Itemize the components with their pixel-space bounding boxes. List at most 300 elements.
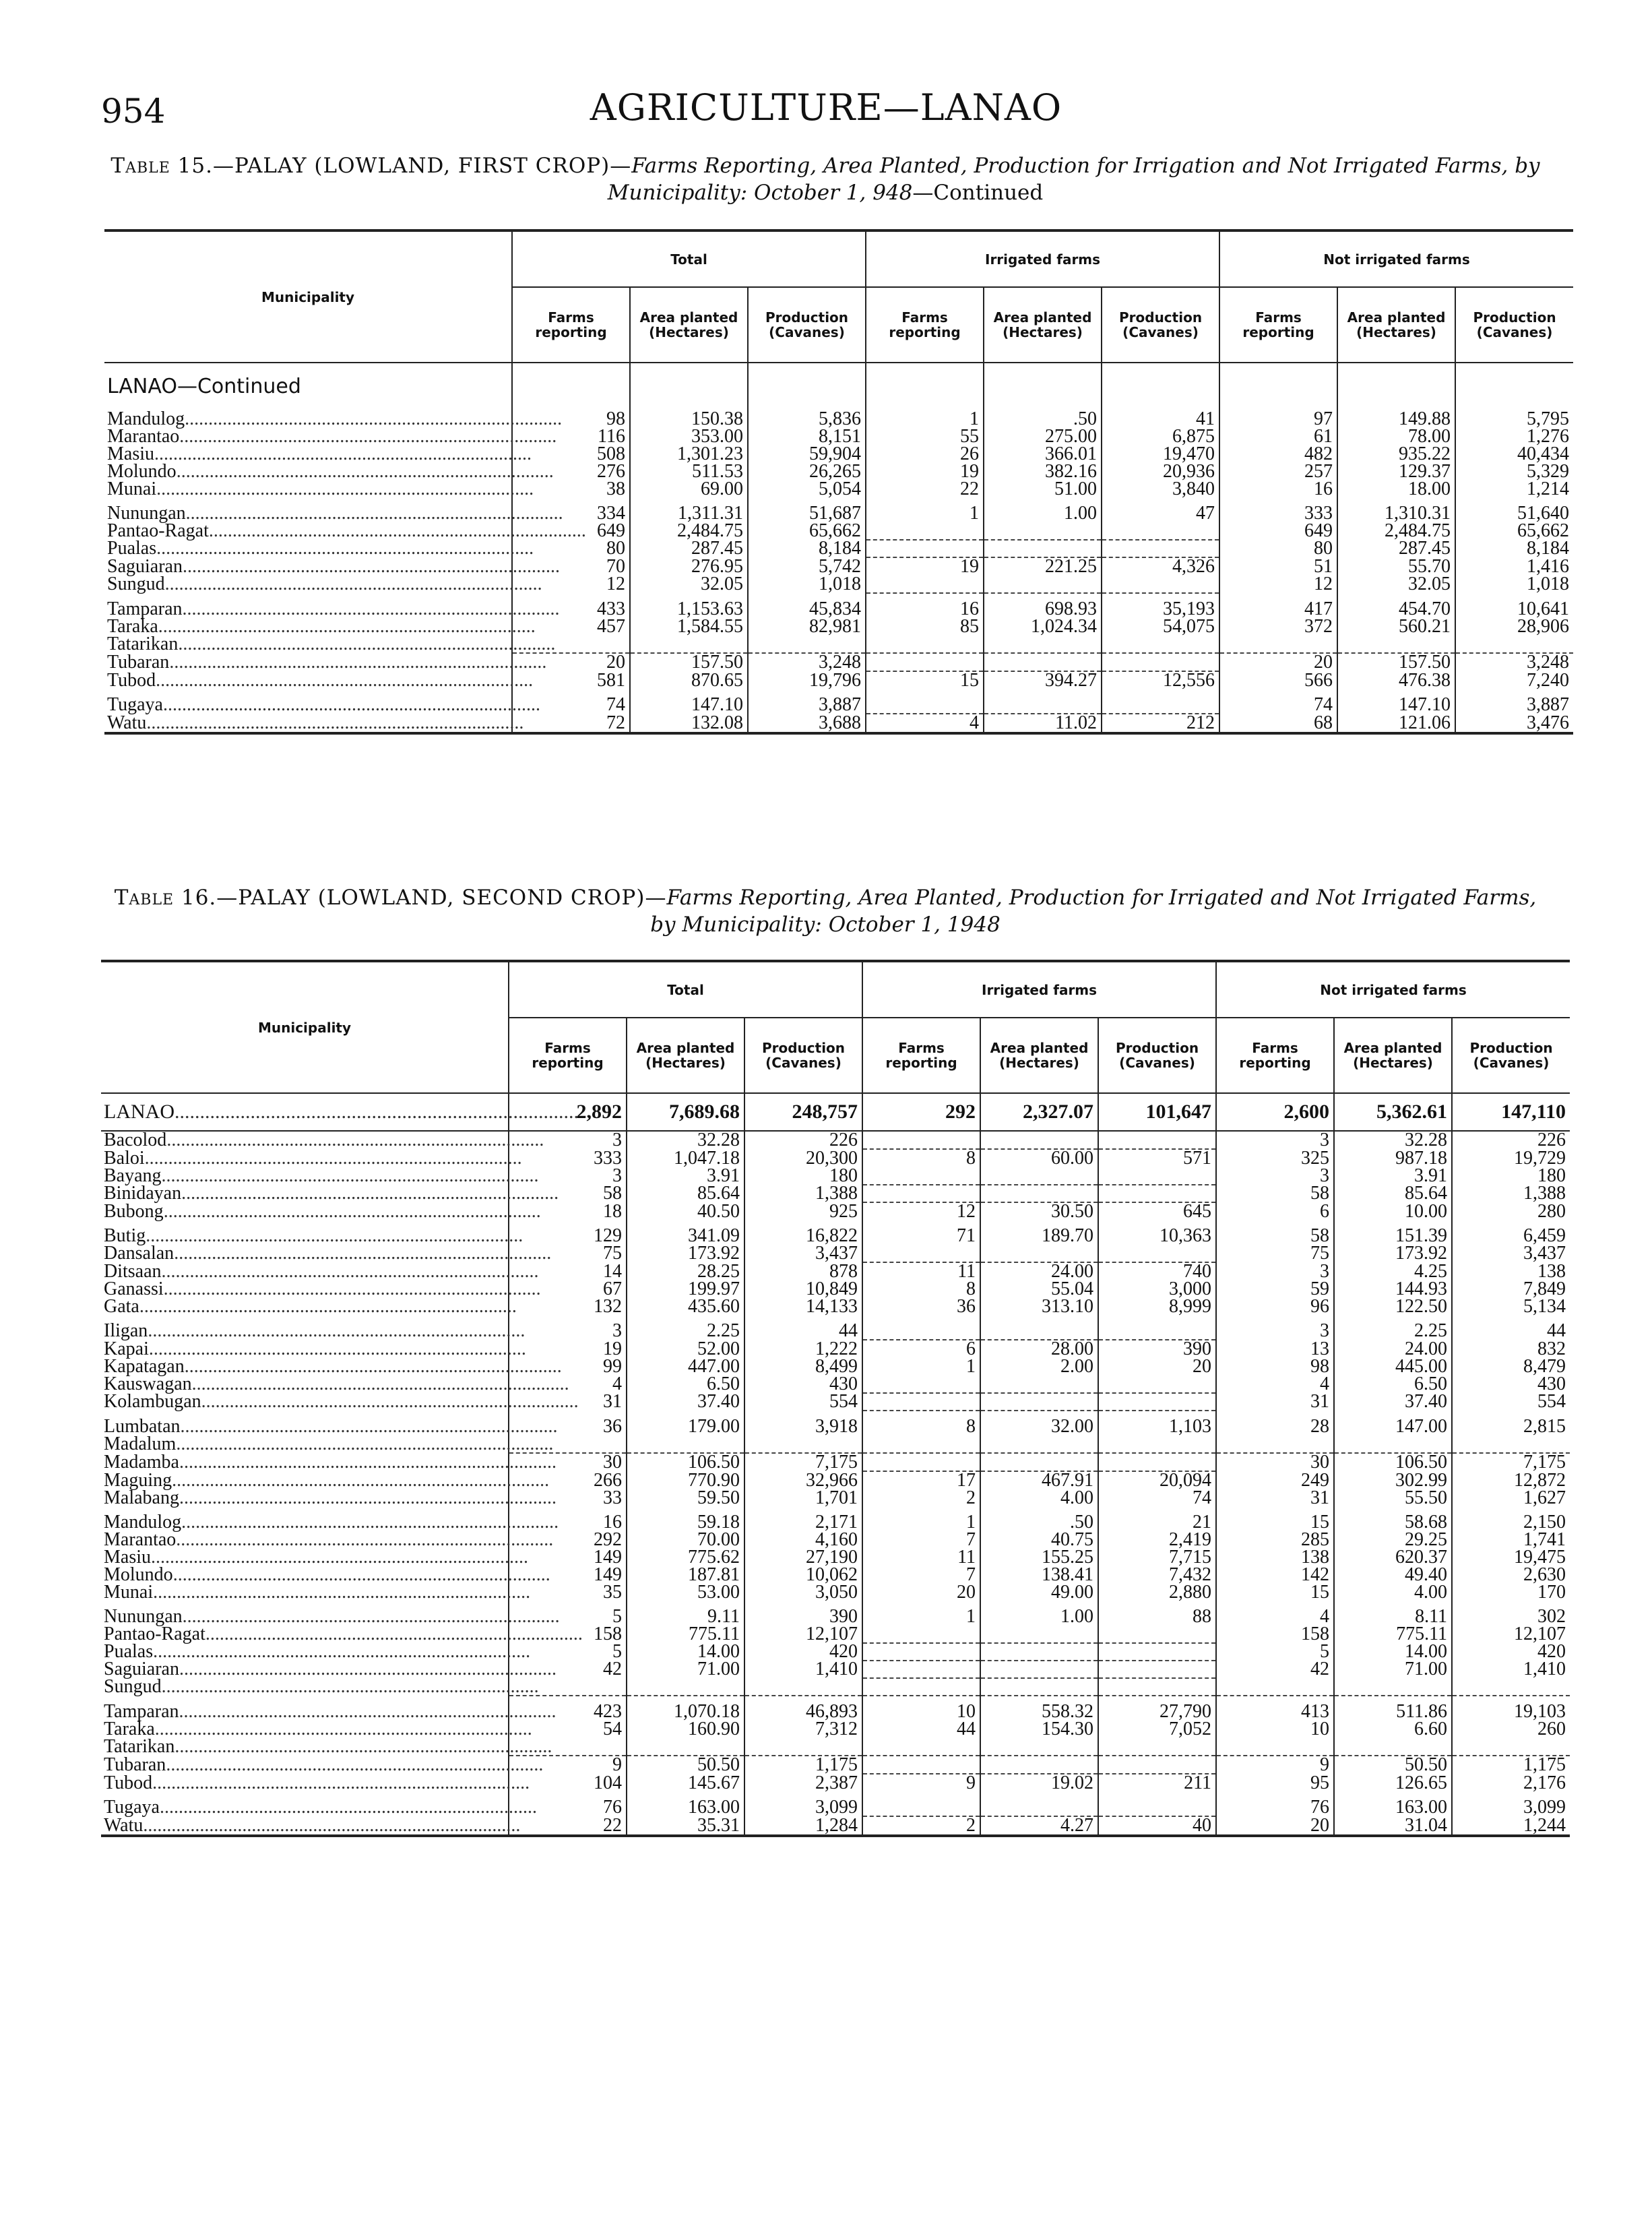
not-irrigated-production-cell: 7,175 [1452,1453,1570,1471]
irrigated-production-cell [1098,1453,1216,1471]
not-irrigated-area-planted-cell: 126.65 [1334,1774,1452,1792]
not-irrigated-area-planted-cell: 71.00 [1334,1661,1452,1678]
irrigated-area-planted-cell [980,1756,1098,1774]
irrigated-area-planted-cell [980,1167,1098,1185]
not-irrigated-farms-reporting-cell: 3 [1216,1262,1334,1280]
irrigated-farms-reporting-cell [866,540,984,557]
total-area-planted-cell: 1,584.55 [630,618,748,636]
municipality-cell: Butig................................................................................ [104,1225,523,1246]
total-farms-reporting-cell: 54 [509,1721,627,1738]
not-irrigated-farms-reporting-cell: 285 [1216,1531,1334,1549]
irrigated-production-cell [1098,1678,1216,1696]
irrigated-production-cell: 2,880 [1098,1584,1216,1601]
total-area-planted-cell: 1,070.18 [627,1696,744,1721]
total-production-cell: 1,284 [744,1816,862,1836]
total-farms-reporting-cell: 433 [512,593,630,618]
leader-dots: ................................................................................ [181,1512,559,1533]
table-row [101,1696,1570,1721]
total-farms-reporting-cell: 38 [512,481,630,498]
municipality-total: LANAO................................................................................ [101,1093,509,1131]
total-farms-reporting-cell: 14 [509,1262,627,1280]
leader-dots: ................................................................................ [182,598,560,619]
table-row [101,1393,1570,1411]
leader-dots: ................................................................................ [156,478,534,499]
municipality-cell: Tamparan................................................................................ [107,598,560,619]
total-production-cell: 26,265 [748,463,866,481]
irrigated-production-cell: 8,999 [1098,1298,1216,1316]
table-row [101,1202,1570,1221]
total-production-cell: 3,050 [744,1584,862,1601]
irrigated-production-cell [1098,1738,1216,1756]
total-area-planted-cell: 69.00 [630,481,748,498]
total-farms-reporting-cell: 67 [509,1280,627,1298]
irrigated-farms-reporting-cell: 11 [862,1549,980,1566]
municipality-header: Municipality [104,230,512,363]
table-row [101,1507,1570,1531]
not-irrigated-farms-reporting-cell [1216,1738,1334,1756]
total-area-planted-cell: 40.50 [627,1202,744,1221]
total-farms-reporting-cell: 9 [509,1756,627,1774]
total-area-planted-cell: 71.00 [627,1661,744,1678]
table-row [101,1792,1570,1816]
total-production-cell: 3,918 [744,1411,862,1435]
irrigated-area-planted-cell [980,1435,1098,1453]
irrigated-production-cell: 35,193 [1102,593,1219,618]
total-production-cell: 7,175 [744,1453,862,1471]
not-irrigated-production-cell: 420 [1452,1643,1570,1661]
total-farms-reporting-cell: 649 [512,522,630,540]
irrigated-farms-reporting-cell: 44 [862,1721,980,1738]
leader-dots: ................................................................................ [161,1165,539,1186]
irrigated-production-cell [1102,689,1219,714]
total-production-cell: 27,190 [744,1549,862,1566]
irrigated-area-planted-cell: 558.32 [980,1696,1098,1721]
leader-dots: ................................................................................ [201,1391,579,1412]
table-row [104,557,1573,576]
irrigated-area-planted-cell: 1.00 [984,498,1102,522]
municipality-cell: Madamba................................................................................ [104,1451,557,1473]
not-irrigated-area-planted-cell: 122.50 [1334,1298,1452,1316]
table15-caption-italic: Farms Reporting, Area Planted, Production for Irrigation and Not Irrigated Farms, by Municipality: October 1, 948 [607,154,1540,205]
total-farms-reporting-cell: 3 [509,1316,627,1340]
total-area-planted-cell: 1,311.31 [630,498,748,522]
not-irrigated-farms-reporting-cell: 28 [1216,1411,1334,1435]
irrigated-production-cell [1098,1316,1216,1340]
table16-caption [101,884,1550,938]
municipality-cell: Saguiaran................................................................................ [104,1659,557,1679]
not-irrigated-area-planted-cell: 775.11 [1334,1626,1452,1643]
total-production-cell: 10,062 [744,1566,862,1584]
irrigated-area-planted-cell: .50 [980,1507,1098,1531]
irrigated-production-cell: 20 [1098,1358,1216,1376]
not-irrigated-production-cell: 8,479 [1452,1358,1570,1376]
total-area-planted-cell: 6.50 [627,1376,744,1393]
total-production-cell: 420 [744,1643,862,1661]
total-production-cell [748,636,866,653]
table-row [104,689,1573,714]
not-irrigated-production-cell: 7,849 [1452,1280,1570,1298]
not-irrigated-production-cell: 430 [1452,1376,1570,1393]
table-row [104,714,1573,733]
area-planted-header: Area planted (Hectares) [630,287,748,363]
total-farms-reporting-cell: 158 [509,1626,627,1643]
not-irrigated-area-planted-cell: 2,484.75 [1337,522,1455,540]
not-irrigated-area-planted-cell: 4.25 [1334,1262,1452,1280]
irrigated-area-planted-cell [980,1245,1098,1262]
leader-dots: ................................................................................ [179,1487,557,1508]
not-irrigated-farms-reporting-cell: 4 [1216,1376,1334,1393]
not-irrigated-area-planted-cell: 78.00 [1337,428,1455,445]
not-irrigated-production-cell: 170 [1452,1584,1570,1601]
irrigated-area-planted-cell: 19.02 [980,1774,1098,1792]
irrigated-area-planted-cell [980,1678,1098,1696]
irrigated-farms-reporting-cell: 22 [866,481,984,498]
irrigated-area-planted-cell: 138.41 [980,1566,1098,1584]
irrigated-area-planted-cell: 155.25 [980,1549,1098,1566]
municipality-cell: Tatarikan................................................................................ [104,1736,552,1757]
irrigated-area-planted-cell: 40.75 [980,1531,1098,1549]
not-irrigated-production-cell: 5,795 [1455,410,1573,428]
municipality-header: Municipality [101,961,509,1093]
municipality-cell: Lumbatan................................................................................ [104,1415,558,1437]
total-farms-reporting-cell: 333 [509,1149,627,1167]
irrigated-farms-reporting-cell [866,653,984,671]
total-production-cell: 7,312 [744,1721,862,1738]
total-area-planted-cell: 147.10 [630,689,748,714]
not-irrigated-area-planted-cell: 121.06 [1337,714,1455,733]
total-farms-reporting-cell: 3 [509,1167,627,1185]
not-irrigated-production-cell: 554 [1452,1393,1570,1411]
leader-dots: ................................................................................ [154,1719,532,1739]
irrigated-farms-reporting-cell: 19 [866,463,984,481]
leader-dots: ................................................................................ [172,1564,550,1585]
total-farms-reporting-cell: 16 [509,1507,627,1531]
total-area-planted-cell: 70.00 [627,1531,744,1549]
total-production-cell: 878 [744,1262,862,1280]
table-row [101,1738,1570,1756]
leader-dots: ................................................................................ [146,1225,523,1246]
total-production-cell: 1,388 [744,1185,862,1202]
not-irrigated-farms-reporting-cell: 61 [1219,428,1337,445]
not-irrigated-production-cell: 2,630 [1452,1566,1570,1584]
irrigated-area-planted-cell: 4.27 [980,1816,1098,1836]
total-production-cell: 14,133 [744,1298,862,1316]
not-irrigated-farms-reporting-cell: 59 [1216,1280,1334,1298]
leader-dots: ................................................................................ [164,574,542,594]
total-farms-reporting-cell: 19 [509,1340,627,1358]
table-row [101,1149,1570,1167]
total-area-planted-cell: 14.00 [627,1643,744,1661]
irrigated-farms-reporting-cell [862,1643,980,1661]
irrigated-production-cell: 7,715 [1098,1549,1216,1566]
total-area-planted-cell: 132.08 [630,714,748,733]
farms-reporting-header: Farms reporting [866,287,984,363]
irrigated-header: Irrigated farms [862,961,1216,1018]
municipality-cell: Munai................................................................................ [104,1582,531,1603]
not-irrigated-farms-reporting-cell [1216,1678,1334,1696]
irrigated-area-planted-cell: 275.00 [984,428,1102,445]
not-irrigated-farms-reporting-cell: 413 [1216,1696,1334,1721]
total-header: Total [509,961,862,1018]
not-irrigated-production-cell: 1,388 [1452,1185,1570,1202]
total-farms-reporting-cell: 12 [512,576,630,593]
not-irrigated-farms-reporting-cell: 20 [1219,653,1337,671]
not-irrigated-farms-reporting-cell: 4 [1216,1601,1334,1626]
total-production-cell: 51,687 [748,498,866,522]
leader-dots: ................................................................................ [153,1582,531,1603]
table-row [101,1131,1570,1149]
total-area-planted-cell: 435.60 [627,1298,744,1316]
municipality-cell: Watu................................................................................ [104,714,512,733]
leader-dots: ................................................................................ [154,443,532,464]
irrigated-farms-reporting-cell [866,636,984,653]
irrigated-production-cell [1098,1661,1216,1678]
total-farms-reporting-cell: 4 [509,1376,627,1393]
irrigated-area-planted-cell: 366.01 [984,445,1102,463]
municipality-cell: Sungud................................................................................ [107,574,542,594]
not-irrigated-farms-reporting-cell: 257 [1219,463,1337,481]
not-irrigated-farms-reporting-cell: 138 [1216,1549,1334,1566]
irrigated-production-cell [1098,1167,1216,1185]
irrigated-farms-reporting-cell [866,522,984,540]
irrigated-production-cell: 12,556 [1102,671,1219,689]
total-area-planted-cell: 35.31 [627,1816,744,1836]
irrigated-production-cell: 47 [1102,498,1219,522]
irrigated-farms-reporting-cell [862,1167,980,1185]
table-row [101,1774,1570,1792]
not-irrigated-area-planted-cell: 37.40 [1334,1393,1452,1411]
not-irrigated-area-planted-cell: 6.60 [1334,1721,1452,1738]
total-farms-reporting-cell: 129 [509,1221,627,1245]
not-irrigated-farms-reporting-cell: 15 [1216,1584,1334,1601]
irrigated-farms-reporting-cell: 9 [862,1774,980,1792]
not-irrigated-farms-reporting-cell: 30 [1216,1453,1334,1471]
table16 [101,960,1570,1837]
irrigated-production-cell: 4,326 [1102,557,1219,576]
irrigated-farms-reporting-cell [862,1738,980,1756]
total-header: Total [512,230,866,287]
total-farms-reporting-cell: 31 [509,1393,627,1411]
total-farms-reporting-cell: 292 [509,1531,627,1549]
irrigated-farms-reporting-cell: 26 [866,445,984,463]
total-production-cell: 16,822 [744,1221,862,1245]
leader-dots: ................................................................................ [152,1772,530,1793]
leader-dots: ................................................................................ [191,1373,569,1394]
total-farms-reporting-cell: 99 [509,1358,627,1376]
total-production-cell: 5,742 [748,557,866,576]
not-irrigated-farms-reporting-total: 2,600 [1216,1093,1334,1131]
not-irrigated-farms-reporting-cell: 3 [1216,1316,1334,1340]
not-irrigated-production-cell: 302 [1452,1601,1570,1626]
total-production-cell: 1,222 [744,1340,862,1358]
irrigated-production-cell: 20,936 [1102,463,1219,481]
production-header: Production (Cavanes) [1102,287,1219,363]
not-irrigated-farms-reporting-cell: 142 [1216,1566,1334,1584]
total-farms-reporting-cell: 5 [509,1601,627,1626]
not-irrigated-farms-reporting-cell: 158 [1216,1626,1334,1643]
total-area-planted-cell: 341.09 [627,1221,744,1245]
not-irrigated-area-planted-cell: 55.70 [1337,557,1455,576]
table16-caption-lead: Table 16.—PALAY (LOWLAND, SECOND CROP)— [114,886,667,910]
municipality-cell: Tatarikan................................................................................ [107,634,556,654]
not-irrigated-production-cell: 3,476 [1455,714,1573,733]
irrigated-area-planted-cell: 189.70 [980,1221,1098,1245]
total-area-planted-cell [627,1435,744,1453]
municipality-cell: Masiu................................................................................ [107,443,532,464]
total-area-planted-cell: 447.00 [627,1358,744,1376]
irrigated-area-planted-cell: 313.10 [980,1298,1098,1316]
table-row [101,1435,1570,1453]
leader-dots: ................................................................................ [166,1130,544,1150]
total-farms-reporting-cell: 74 [512,689,630,714]
table-row [104,671,1573,689]
leader-dots: ................................................................................ [179,426,557,447]
table-row [101,1756,1570,1774]
not-irrigated-area-planted-cell: 511.86 [1334,1696,1452,1721]
not-irrigated-area-planted-cell: 1,310.31 [1337,498,1455,522]
not-irrigated-area-planted-cell: 29.25 [1334,1531,1452,1549]
not-irrigated-area-planted-total: 5,362.61 [1334,1093,1452,1131]
irrigated-production-cell [1098,1756,1216,1774]
table-row [104,498,1573,522]
leader-dots: ................................................................................ [169,651,547,673]
not-irrigated-farms-reporting-cell: 333 [1219,498,1337,522]
leader-dots: ................................................................................ [148,1320,526,1341]
irrigated-farms-reporting-cell: 85 [866,618,984,636]
not-irrigated-header: Not irrigated farms [1216,961,1570,1018]
total-area-planted-cell: 775.11 [627,1626,744,1643]
total-area-planted-cell: 870.65 [630,671,748,689]
table-row [104,593,1573,618]
irrigated-farms-reporting-cell: 4 [866,714,984,733]
not-irrigated-area-planted-cell: 85.64 [1334,1185,1452,1202]
total-area-planted-cell: 50.50 [627,1756,744,1774]
municipality-cell: Tubaran................................................................................ [107,651,547,673]
not-irrigated-area-planted-cell [1334,1738,1452,1756]
irrigated-production-cell [1098,1792,1216,1816]
irrigated-area-planted-cell: 60.00 [980,1149,1098,1167]
irrigated-area-planted-cell [984,576,1102,593]
total-farms-reporting-cell: 116 [512,428,630,445]
municipality-cell: Tugaya................................................................................ [107,694,540,715]
not-irrigated-production-cell: 226 [1452,1131,1570,1149]
total-production-cell: 3,099 [744,1792,862,1816]
total-production-cell: 3,437 [744,1245,862,1262]
not-irrigated-farms-reporting-cell [1219,636,1337,653]
municipality-cell: Kauswagan................................................................................ [104,1373,569,1394]
irrigated-area-planted-cell: 382.16 [984,463,1102,481]
leader-dots: ................................................................................ [158,616,536,637]
irrigated-farms-reporting-cell [862,1131,980,1149]
not-irrigated-area-planted-cell: 32.05 [1337,576,1455,593]
table16-body [101,1093,1570,1836]
total-area-planted-cell: 276.95 [630,557,748,576]
irrigated-production-cell: 19,470 [1102,445,1219,463]
total-production-cell: 2,171 [744,1507,862,1531]
irrigated-production-cell [1098,1131,1216,1149]
leader-dots: ................................................................................ [146,712,524,733]
not-irrigated-area-planted-cell: 58.68 [1334,1507,1452,1531]
table-row [101,1316,1570,1340]
irrigated-area-planted-cell [980,1453,1098,1471]
municipality-cell: Tugaya................................................................................ [104,1797,537,1818]
farms-reporting-header: Farms reporting [1219,287,1337,363]
not-irrigated-area-planted-cell: 2.25 [1334,1316,1452,1340]
total-farms-reporting-cell: 3 [509,1131,627,1149]
irrigated-area-planted-cell: 698.93 [984,593,1102,618]
irrigated-area-planted-cell [980,1376,1098,1393]
total-area-planted-cell: 106.50 [627,1453,744,1471]
not-irrigated-production-cell: 8,184 [1455,540,1573,557]
table-row [104,481,1573,498]
not-irrigated-farms-reporting-cell: 325 [1216,1149,1334,1167]
irrigated-farms-reporting-cell: 10 [862,1696,980,1721]
table15-caption-tail: —Continued [912,181,1044,205]
total-area-planted-cell: 37.40 [627,1393,744,1411]
not-irrigated-production-cell: 19,103 [1452,1696,1570,1721]
not-irrigated-farms-reporting-cell: 372 [1219,618,1337,636]
irrigated-farms-reporting-cell: 8 [862,1149,980,1167]
total-farms-reporting-cell: 30 [509,1453,627,1471]
not-irrigated-farms-reporting-cell: 15 [1216,1507,1334,1531]
not-irrigated-production-cell: 10,641 [1455,593,1573,618]
leader-dots: ................................................................................ [161,1676,539,1697]
irrigated-area-planted-cell: 28.00 [980,1340,1098,1358]
area-planted-header: Area planted (Hectares) [1337,287,1455,363]
total-farms-reporting-cell: 58 [509,1185,627,1202]
irrigated-farms-reporting-cell [866,576,984,593]
not-irrigated-area-planted-cell: 147.10 [1337,689,1455,714]
municipality-cell: Molundo................................................................................ [104,1564,550,1585]
table-row [101,1221,1570,1245]
not-irrigated-farms-reporting-cell: 566 [1219,671,1337,689]
leader-dots: ................................................................................ [176,1529,554,1550]
total-area-planted-cell: 187.81 [627,1566,744,1584]
total-production-cell: 180 [744,1167,862,1185]
municipality-cell: Maguing................................................................................ [104,1469,550,1491]
irrigated-area-planted-cell: 24.00 [980,1262,1098,1280]
not-irrigated-production-cell: 19,729 [1452,1149,1570,1167]
municipality-cell: Ganassi................................................................................ [104,1278,541,1299]
irrigated-production-cell: 27,790 [1098,1696,1216,1721]
leader-dots: ................................................................................ [208,520,586,541]
table-row [101,1471,1570,1489]
not-irrigated-farms-reporting-cell: 20 [1216,1816,1334,1836]
not-irrigated-production-cell: 19,475 [1452,1549,1570,1566]
not-irrigated-production-cell [1455,636,1573,653]
irrigated-area-planted-cell [980,1738,1098,1756]
irrigated-production-cell [1098,1435,1216,1453]
municipality-cell: Marantao................................................................................ [107,426,557,447]
not-irrigated-production-cell: 7,240 [1455,671,1573,689]
total-area-planted-cell [627,1678,744,1696]
section-label: LANAO—Continued [107,375,301,398]
irrigated-production-cell [1098,1643,1216,1661]
leader-dots: ................................................................................ [156,538,534,559]
municipality-cell: Dansalan................................................................................ [104,1243,552,1264]
municipality-cell: Pantao-Ragat................................................................................ [104,1624,583,1644]
leader-dots: ................................................................................ [176,1433,554,1454]
farms-reporting-header: Farms reporting [512,287,630,363]
irrigated-area-planted-cell [980,1643,1098,1661]
total-production-cell: 45,834 [748,593,866,618]
municipality-cell: Iligan................................................................................ [104,1320,526,1341]
not-irrigated-area-planted-cell: 3.91 [1334,1167,1452,1185]
irrigated-farms-reporting-cell [866,689,984,714]
total-area-planted-cell: 53.00 [627,1584,744,1601]
irrigated-area-planted-cell [980,1626,1098,1643]
municipality-cell: Nunungan................................................................................ [107,503,563,524]
